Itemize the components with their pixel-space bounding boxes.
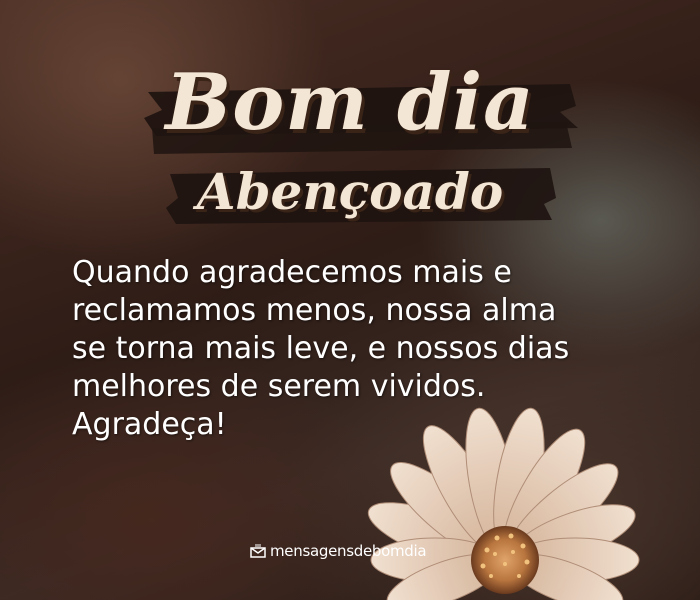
message-line: se torna mais leve, e nossos dias	[72, 331, 570, 366]
watermark-text: mensagensdebomdia	[270, 542, 427, 560]
title-abencoado: Abençoado	[196, 162, 504, 221]
envelope-icon	[250, 544, 266, 558]
message-line: Quando agradecemos mais e	[72, 255, 512, 290]
message-line: Agradeça!	[72, 407, 227, 442]
title-bom-dia: Bom dia	[165, 57, 535, 148]
message-line: melhores de serem vividos.	[72, 369, 486, 404]
site-watermark	[250, 541, 426, 561]
message-line: reclamamos menos, nossa alma	[72, 293, 557, 328]
